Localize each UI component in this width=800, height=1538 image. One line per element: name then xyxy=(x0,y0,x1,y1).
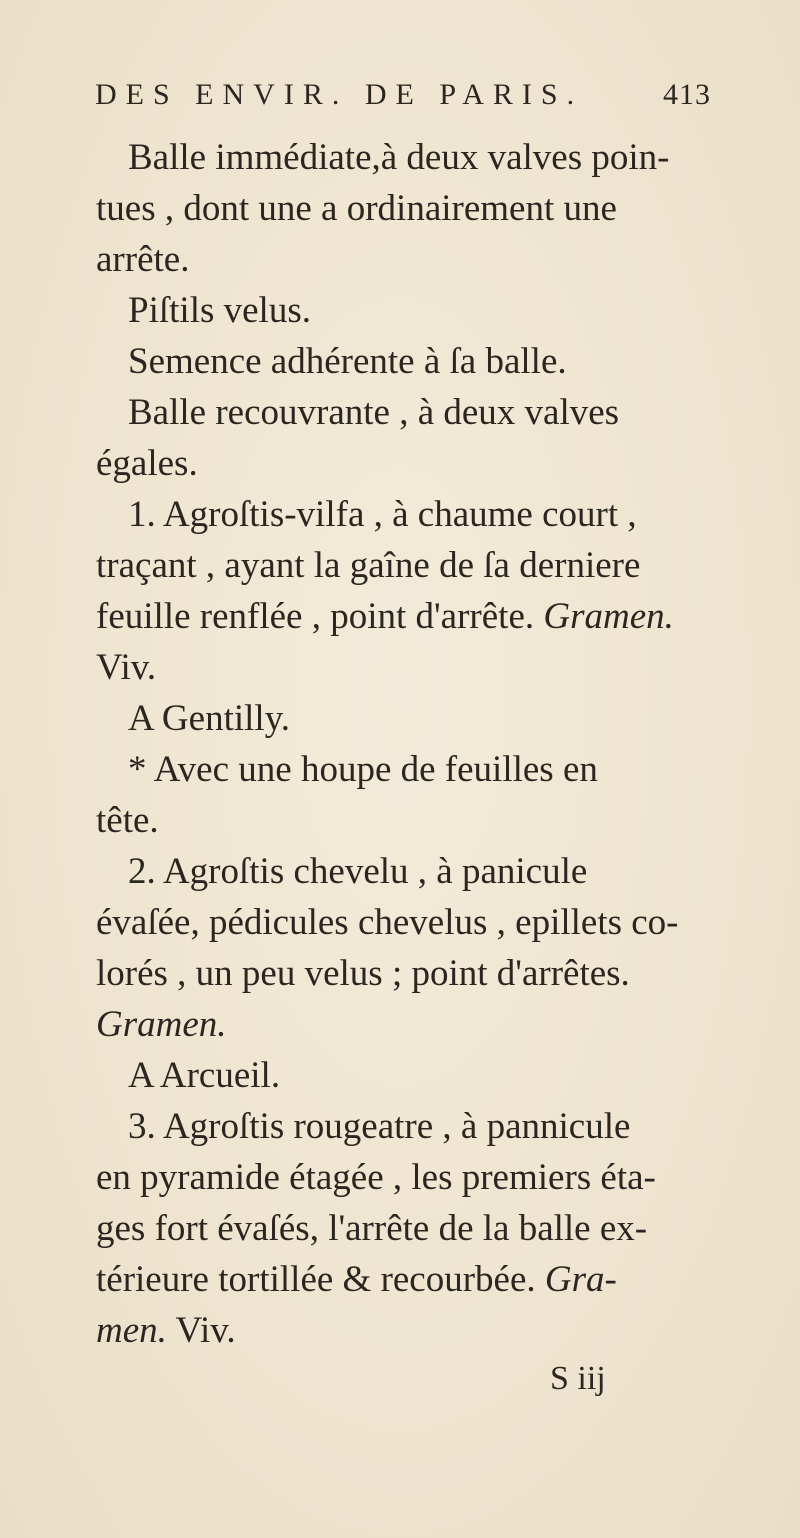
text-segment: térieure tortillée & recourbée. xyxy=(96,1259,536,1300)
page-number: 413 xyxy=(663,78,711,111)
running-header xyxy=(95,78,711,128)
italic-genus-name: Gramen. xyxy=(96,1004,227,1045)
text-line: A Gentilly. xyxy=(128,698,291,739)
text-line xyxy=(96,1258,617,1302)
text-segment: Viv. xyxy=(175,1310,236,1351)
text-line: traçant , ayant la gaîne de ſa derniere xyxy=(96,545,641,586)
italic-genus-name: Gramen. xyxy=(543,596,674,637)
text-line: A Arcueil. xyxy=(128,1055,281,1096)
text-line: arrête. xyxy=(96,239,190,280)
text-line: Semence adhérente à ſa balle. xyxy=(128,341,567,382)
text-line: Balle recouvrante , à deux valves xyxy=(128,392,620,433)
text-line: 2. Agroſtis chevelu , à panicule xyxy=(128,851,588,892)
italic-genus-name: men. xyxy=(96,1310,167,1351)
text-line: Balle immédiate,à deux valves poin- xyxy=(128,137,670,178)
text-line xyxy=(96,595,674,639)
text-line xyxy=(96,1309,236,1353)
text-line: Viv. xyxy=(96,647,157,688)
text-line: * Avec une houpe de feuilles en xyxy=(128,749,598,790)
text-segment: feuille renflée , point d'arrête. xyxy=(96,596,535,637)
text-line: lorés , un peu velus ; point d'arrêtes. xyxy=(96,953,630,994)
italic-genus-name: Gra- xyxy=(544,1259,617,1300)
text-line: tête. xyxy=(96,800,159,841)
text-line: égales. xyxy=(96,443,198,484)
text-line: en pyramide étagée , les premiers éta- xyxy=(96,1157,656,1198)
text-line: tues , dont une a ordinairement une xyxy=(96,188,617,229)
signature-mark: S iij xyxy=(550,1360,606,1397)
text-line: 1. Agroſtis-vilfa , à chaume court , xyxy=(128,494,637,535)
text-line: évaſée, pédicules chevelus , epillets co- xyxy=(96,902,679,943)
running-title: DES ENVIR. DE PARIS. xyxy=(95,78,584,111)
text-line: Piſtils velus. xyxy=(128,290,311,331)
text-line: ges fort évaſés, l'arrête de la balle ex- xyxy=(96,1208,648,1249)
text-line: 3. Agroſtis rougeatre , à pannicule xyxy=(128,1106,631,1147)
